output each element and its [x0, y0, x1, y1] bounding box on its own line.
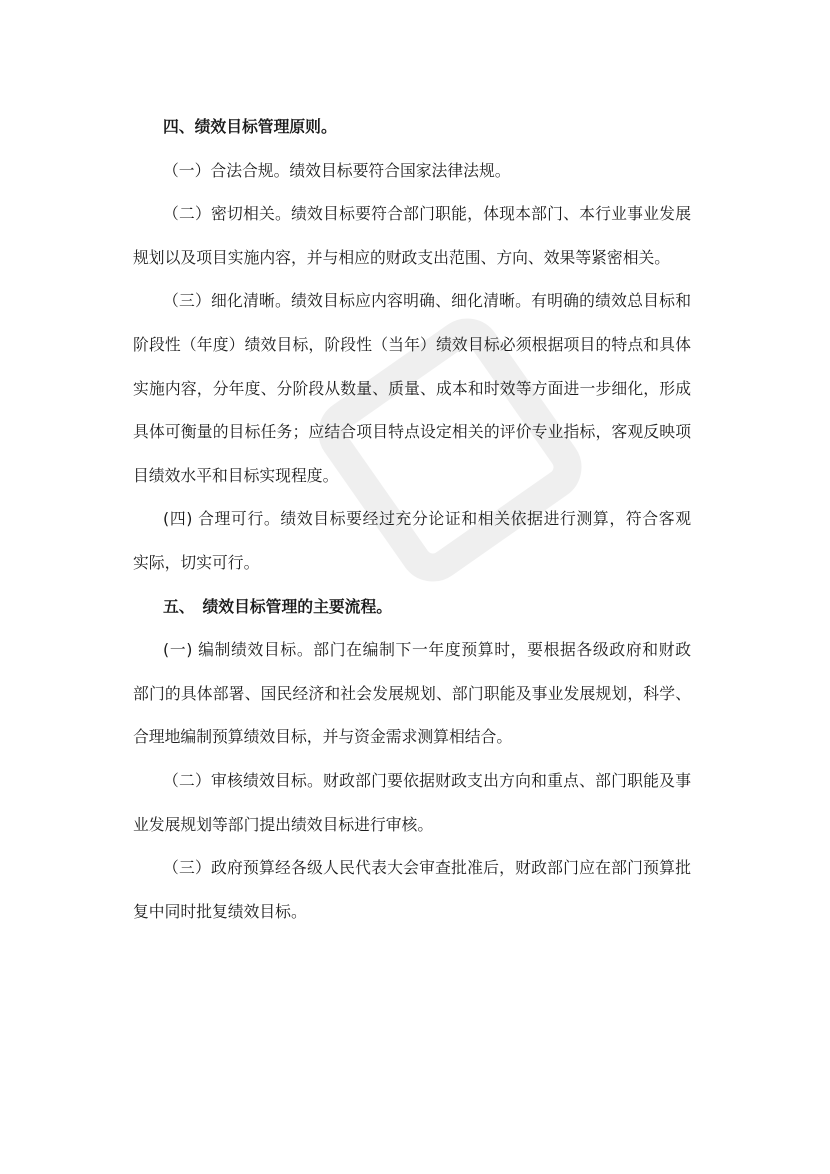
text-line: (四) 合理可行。绩效目标要经过充分论证和相关依据进行测算，符合客观 — [163, 509, 691, 529]
text-line: 业发展规划等部门提出绩效目标进行审核。 — [133, 814, 434, 834]
text-line: 规划以及项目实施内容，并与相应的财政支出范围、方向、效果等紧密相关。 — [133, 247, 671, 267]
paragraph — [133, 636, 691, 767]
paragraph — [133, 767, 691, 854]
text-line: 部门的具体部署、国民经济和社会发展规划、部门职能及事业发展规划，科学、 — [133, 683, 691, 703]
text-line: 实施内容，分年度、分阶段从数量、质量、成本和时效等方面进一步细化，形成 — [133, 378, 691, 398]
section-heading — [133, 113, 691, 157]
text-line: 实际，切实可行。 — [133, 552, 260, 572]
text-line: 四、绩效目标管理原则。 — [163, 117, 337, 136]
text-line: （三）细化清晰。绩效目标应内容明确、细化清晰。有明确的绩效总目标和 — [163, 291, 691, 311]
text-line: (一) 编制绩效目标。部门在编制下一年度预算时，要根据各级政府和财政 — [163, 640, 691, 660]
paragraph — [133, 854, 691, 941]
text-line: （三）政府预算经各级人民代表大会审查批准后，财政部门应在部门预算批 — [163, 858, 691, 878]
paragraph — [133, 287, 691, 505]
text-line: 复中同时批复绩效目标。 — [133, 901, 307, 921]
text-line: 阶段性（年度）绩效目标，阶段性（当年）绩效目标必须根据项目的特点和具体 — [133, 334, 691, 354]
section-heading — [133, 593, 691, 637]
text-line: 目绩效水平和目标实现程度。 — [133, 465, 339, 485]
text-line: 合理地编制预算绩效目标，并与资金需求测算相结合。 — [133, 727, 513, 747]
text-line: （一）合法合规。绩效目标要符合国家法律法规。 — [163, 160, 511, 180]
paragraph — [133, 157, 691, 201]
text-line: （二）密切相关。绩效目标要符合部门职能，体现本部门、本行业事业发展 — [163, 204, 691, 224]
paragraph — [133, 505, 691, 592]
text-line: 五、 绩效目标管理的主要流程。 — [163, 596, 393, 616]
text-line: 具体可衡量的目标任务；应结合项目特点设定相关的评价专业指标，客观反映项 — [133, 422, 691, 442]
paragraph — [133, 200, 691, 287]
document-page — [133, 113, 691, 941]
text-line: （二）审核绩效目标。财政部门要依据财政支出方向和重点、部门职能及事 — [163, 770, 691, 790]
